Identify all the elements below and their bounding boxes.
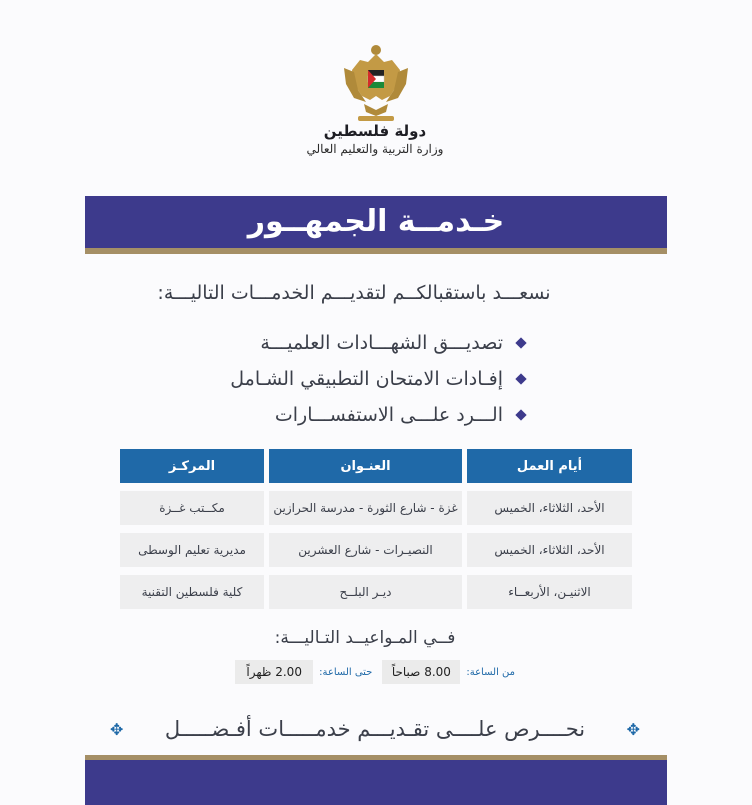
service-label: إفـادات الامتحان التطبيقي الشـامل: [230, 368, 503, 390]
cell-center: مديرية تعليم الوسطى: [120, 533, 264, 567]
ministry-name: وزارة التربية والتعليم العالي: [306, 142, 444, 156]
service-label: الـــرد علـــى الاستفســـارات: [274, 404, 503, 426]
slogan-text: نحــــرص علــــى تقـديـــم خدمـــــات أفـضـــــل: [164, 717, 586, 741]
table-row: [120, 575, 632, 609]
diamond-bullet-icon: [515, 337, 526, 348]
cell-center: كلية فلسطين التقنية: [120, 575, 264, 609]
services-list: [220, 325, 525, 433]
cell-address: غزة - شارع الثورة - مدرسة الحرازين: [269, 491, 462, 525]
organization-name: [300, 122, 450, 158]
to-time: 2.00 ظهراً: [235, 660, 313, 684]
cell-days: الأحد، الثلاثاء، الخميس: [467, 491, 632, 525]
cell-address: ديـر البلــح: [269, 575, 462, 609]
from-label: من الساعة:: [466, 666, 515, 678]
banner-title: خـدمــة الجمهــور: [247, 204, 505, 239]
table-row: [120, 533, 632, 567]
diamond-bullet-icon: [515, 373, 526, 384]
cell-days: الاثنيـن، الأربعــاء: [467, 575, 632, 609]
sparkle-icon: ✥: [110, 719, 124, 739]
header-address: العنـوان: [269, 449, 462, 483]
state-name: دولة فلسطين: [323, 122, 427, 140]
cell-address: النصيـرات - شارع العشرين: [269, 533, 462, 567]
working-hours: [225, 660, 515, 684]
header-working-days: أيام العمل: [467, 449, 632, 483]
intro-text: نسعـــد باستقبالكــم لتقديـــم الخدمـــات التاليـــة:: [157, 282, 551, 304]
cell-days: الأحد، الثلاثاء، الخميس: [467, 533, 632, 567]
service-item: [220, 325, 525, 361]
schedule-table: [120, 449, 632, 617]
to-label: حتى الساعة:: [319, 666, 373, 678]
header-center: المركـز: [120, 449, 264, 483]
from-time: 8.00 صباحاً: [382, 660, 460, 684]
palestine-eagle-emblem-icon: [340, 40, 412, 125]
cell-center: مكــتب غــزة: [120, 491, 264, 525]
service-item: [220, 397, 525, 433]
table-header-row: [120, 449, 632, 483]
service-label: تصديـــق الشهـــادات العلميـــة: [260, 332, 503, 354]
sparkle-icon: ✥: [626, 719, 640, 739]
title-banner: [85, 196, 667, 254]
times-title: فــي المـواعيــد التـاليـــة:: [274, 628, 456, 648]
table-row: [120, 491, 632, 525]
diamond-bullet-icon: [515, 409, 526, 420]
bottom-bar: [85, 755, 667, 805]
service-item: [220, 361, 525, 397]
footer-slogan: [110, 713, 640, 745]
